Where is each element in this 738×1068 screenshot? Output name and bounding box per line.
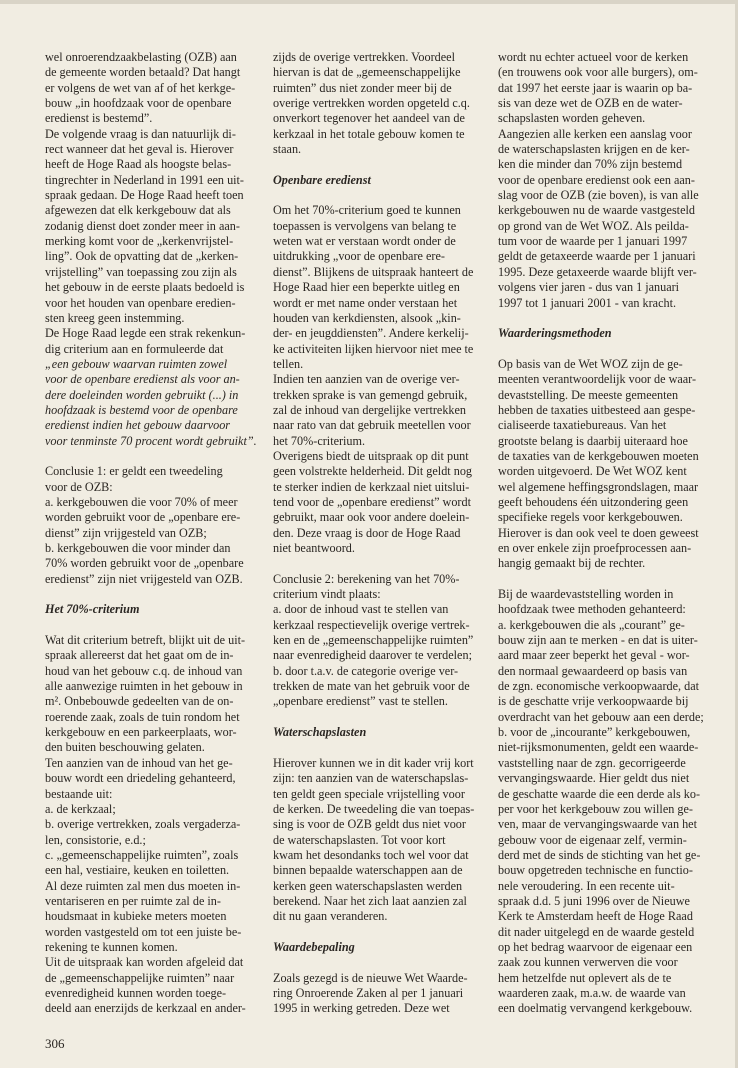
paragraph-gap	[498, 311, 718, 326]
text-line: ventariseren en per ruimte zal de in-	[45, 893, 221, 908]
text-column-1	[45, 50, 263, 1017]
text-line: wel algemene heffingsgrondslagen, maar	[498, 479, 699, 494]
text-line: bestaande uit:	[45, 786, 113, 801]
text-line: de gemeente worden betaald? Dat hangt	[45, 65, 241, 80]
text-line: spraak allereerst dat het gaat om de in-	[45, 648, 234, 663]
paragraph-gap	[273, 157, 491, 172]
text-line: m². Onbebouwde gedeelten van de on-	[45, 694, 234, 709]
text-line: de taxaties van de kerkgebouwen moeten	[498, 448, 699, 463]
text-line: dere doeleinden worden gebruikt (...) in	[45, 387, 239, 402]
text-line: ruimten” dus niet zonder meer bij de	[273, 80, 452, 95]
text-line: hem hetzelfde nut oplevert als de te	[498, 970, 672, 985]
text-line: meenten verantwoordelijk voor de waar-	[498, 372, 697, 387]
text-line: Hoge Raad hier een beperkte uitleg en	[273, 280, 460, 295]
text-line: a. kerkgebouwen die als „courant” ge-	[498, 617, 685, 632]
text-line: trekken de mate van het gebruik voor de	[273, 679, 470, 694]
text-line: wordt nu echter actueel voor de kerken	[498, 50, 689, 64]
text-line: afgewezen dat elk kerkgebouw dat als	[45, 203, 231, 218]
text-line: ring Onroerende Zaken al per 1 januari	[273, 985, 464, 1000]
text-line: dit nu gaan veranderen.	[273, 909, 388, 924]
text-line: ken die minder dan 70% zijn bestemd	[498, 157, 683, 172]
text-line: vervangingswaarde. Hier geldt dus niet	[498, 771, 690, 786]
text-line: dat 1997 het eerste jaar is waarin op ba-	[498, 80, 693, 95]
text-line: houden van kerkdiensten, alsook „kin-	[273, 310, 461, 325]
text-line: criterium vindt plaats:	[273, 587, 381, 602]
text-line: staan.	[273, 142, 302, 157]
text-line: Om het 70%-criterium goed te kunnen	[273, 203, 461, 218]
text-line: 1995 in werking getreden. Deze wet	[273, 1001, 450, 1016]
text-line: de waterschapslasten krijgen en de ker-	[498, 142, 690, 157]
text-line: a. kerkgebouwen die voor 70% of meer	[45, 494, 238, 509]
text-line: een hal, vestiaire, keuken en toiletten.	[45, 863, 230, 878]
text-line: evenredigheid kunnen worden toege-	[45, 985, 227, 1000]
text-line: naar evenredigheid daarover te verdelen;	[273, 648, 472, 663]
text-line: hoofdzaak is bestemd voor de openbare	[45, 402, 238, 417]
text-line: voor de OZB:	[45, 479, 113, 494]
paragraph-gap	[498, 342, 718, 357]
text-line: onverkort tegenover het aandeel van de	[273, 111, 465, 126]
text-line: zijds de overige vertrekken. Voordeel	[273, 50, 455, 64]
text-line: het 70%-criterium.	[273, 433, 366, 448]
text-line: hoofdzaak twee methoden gehanteerd:	[498, 602, 686, 617]
text-line: slag voor de OZB (zie boven), is van alle	[498, 188, 699, 203]
text-line: niet-rijksmonumenten, geldt een waarde-	[498, 740, 699, 755]
section-heading: Het 70%-criterium	[45, 602, 140, 617]
text-line: een doelmatig vervangend kerkgebouw.	[498, 1001, 693, 1016]
text-line: (en trouwens ook voor alle burgers), om-	[498, 65, 698, 80]
text-line: specifieke regels voor kerkgebouwen.	[498, 510, 683, 525]
section-heading: Openbare eredienst	[273, 172, 371, 187]
section-heading: Waardebepaling	[273, 939, 355, 954]
text-line: sing is voor de OZB geldt dus niet voor	[273, 817, 466, 832]
text-line: 70% worden gebruikt voor de „openbare	[45, 556, 244, 571]
text-line: Hierover kunnen we in dit kader vrij kort	[273, 755, 474, 770]
text-line: geen volstrekte helderheid. Dit geldt nog	[273, 464, 473, 479]
paragraph-gap	[273, 740, 491, 755]
text-line: worden vastgesteld om tot een juiste be-	[45, 924, 242, 939]
text-line: en over enkele zijn proefprocessen aan-	[498, 541, 692, 555]
text-line: merking komt voor de „kerkenvrijstel-	[45, 234, 234, 249]
text-line: de zgn. economische verkoopwaarde, dat	[498, 679, 700, 694]
text-line: Conclusie 2: berekening van het 70%-	[273, 571, 460, 586]
text-line: rekening te kunnen komen.	[45, 939, 178, 954]
paragraph-gap	[498, 572, 718, 587]
paragraph-gap	[273, 955, 491, 970]
text-line: devaststelling. De meeste gemeenten	[498, 387, 679, 402]
page-edge-top	[0, 0, 738, 4]
text-line: der- en jeugddiensten”. Andere kerkelij-	[273, 326, 469, 341]
text-line: kerkzaal in het totale gebouw komen te	[273, 126, 465, 141]
text-line: voor het houden van openbare eredien-	[45, 295, 236, 310]
text-line: ke activiteiten lijken hiervoor niet mee te	[273, 341, 474, 356]
text-line: gebruikt, maar ook voor andere doelein-	[273, 510, 470, 525]
text-line: kerkzaal respectievelijk overige vertrek-	[273, 617, 470, 632]
text-line: overdracht van het gebouw aan een derde;	[498, 709, 704, 724]
text-line: kerkgebouwen nu de waarde vastgesteld	[498, 203, 695, 218]
section-heading: Waterschapslasten	[273, 725, 367, 740]
paragraph-gap	[273, 556, 491, 571]
text-line: naar rato van dat gebruik meetellen voor	[273, 418, 471, 433]
text-line: Kerk te Amsterdam heeft de Hoge Raad	[498, 909, 693, 924]
text-line: Bij de waardevaststelling worden in	[498, 587, 674, 602]
text-line: dit nader uitgelegd en de waarde gesteld	[498, 924, 695, 939]
text-line: kerken geen waterschapslasten werden	[273, 878, 463, 893]
text-line: tellen.	[273, 356, 304, 371]
text-line: waarderen zaak, m.a.w. de waarde van	[498, 985, 686, 1000]
text-line: bouw zijn aan te merken - en dat is uiter-	[498, 633, 698, 648]
text-line: eredienst” zijn niet vrijgesteld van OZB.	[45, 571, 243, 586]
paragraph-gap	[273, 188, 491, 203]
paragraph-gap	[45, 618, 263, 633]
text-line: den buiten beschouwing gelaten.	[45, 740, 205, 755]
text-line: tend voor de „openbare eredienst” wordt	[273, 494, 471, 509]
text-line: de kerken. De tweedeling die van toepas-	[273, 801, 475, 816]
text-line: 1995. Deze getaxeerde waarde blijft ver-	[498, 264, 697, 279]
text-line: uitdrukking „voor de openbare ere-	[273, 249, 445, 264]
text-line: sis van deze wet de OZB en de water-	[498, 96, 683, 111]
text-line: is de geschatte vrije verkoopwaarde bij	[498, 694, 689, 709]
text-line: De Hoge Raad legde een strak rekenkun-	[45, 326, 246, 341]
text-line: alle aanwezige ruimten in het gebouw in	[45, 679, 243, 694]
text-line: bouw wordt een driedeling gehanteerd,	[45, 771, 236, 786]
text-line: den normaal gewaardeerd op basis van	[498, 663, 688, 678]
text-line: het gebouw in de eerste plaats bedoeld is	[45, 280, 245, 295]
section-heading: Waarderingsmethoden	[498, 326, 612, 341]
text-line: hangig gemaakt bij de rechter.	[498, 556, 646, 571]
text-line: spraak d.d. 5 juni 1996 over de Nieuwe	[498, 893, 690, 908]
text-line: vrijstelling” van toepassing zou zijn als	[45, 264, 237, 279]
text-line: binnen bepaalde waterschappen aan de	[273, 863, 463, 878]
text-line: cialiseerde taxatiebureaus. Van het	[498, 418, 667, 433]
text-line: wordt er met name onder verstaan het	[273, 295, 458, 310]
text-line: b. kerkgebouwen die voor minder dan	[45, 541, 231, 555]
text-line: te sterker indien de kerkzaal niet uitslui-	[273, 479, 470, 494]
text-line: Aangezien alle kerken een aanslag voor	[498, 126, 692, 141]
text-line: tum voor de waarde per 1 januari 1997	[498, 234, 688, 249]
text-line: Zoals gezegd is de nieuwe Wet Waarde-	[273, 970, 468, 985]
text-line: b. overige vertrekken, zoals vergaderza-	[45, 817, 241, 832]
text-line: kwam het desondanks toch wel voor dat	[273, 847, 469, 862]
text-line: hiervan is dat de „gemeenschappelijke	[273, 65, 461, 80]
text-line: eredienst indien het gebouw daarvoor	[45, 418, 231, 433]
text-line: nele veroudering. In een recente uit-	[498, 878, 675, 893]
text-line: derd met de sinds de stichting van het ge-	[498, 847, 701, 862]
text-line: heeft de Hoge Raad als hoogste belas-	[45, 157, 232, 172]
text-line: len, consistorie, e.d.;	[45, 832, 146, 847]
text-line: grootste belang is daarbij uiteraard hoe	[498, 433, 688, 448]
text-line: bouw „in hoofdzaak voor de openbare	[45, 96, 232, 111]
text-line: deeld aan enerzijds de kerkzaal en ander-	[45, 1001, 246, 1016]
text-line: worden uitgevoerd. De Wet WOZ kent	[498, 464, 687, 479]
text-line: „openbare eredienst” vast te stellen.	[273, 694, 448, 709]
text-line: dienst” zijn vrijgesteld van OZB;	[45, 525, 207, 540]
paragraph-gap	[45, 449, 263, 464]
text-line: ten geldt geen speciale vrijstelling voor	[273, 786, 465, 801]
text-line: de geschatte waarde die een derde als ko-	[498, 786, 701, 801]
text-line: „een gebouw waarvan ruimten zowel	[45, 356, 228, 371]
text-line: eredienst is bestemd”.	[45, 111, 153, 126]
text-line: er volgens de wet van af of het kerkge-	[45, 80, 236, 95]
text-line: tingrechter in Nederland in 1991 een uit-	[45, 172, 244, 187]
text-line: den. Deze vraag is door de Hoge Raad	[273, 525, 461, 540]
text-column-2	[273, 50, 491, 1017]
text-line: a. door de inhoud vast te stellen van	[273, 602, 449, 617]
text-line: dig criterium aan en formuleerde dat	[45, 341, 224, 356]
text-line: Indien ten aanzien van de overige ver-	[273, 372, 460, 387]
text-line: kerkgebouw en een parkeerplaats, wor-	[45, 725, 237, 740]
text-line: geldt de getaxeerde waarde per 1 januari	[498, 249, 696, 264]
text-line: ven, maar de vervangingswaarde van het	[498, 817, 697, 832]
text-line: overige vertrekken worden opgeteld c.q.	[273, 96, 470, 111]
text-line: voor de openbare eredienst als voor an-	[45, 372, 240, 387]
text-line: vaststelling naar de zgn. gecorrigeerde	[498, 755, 686, 770]
text-line: volgens vier jaren - dus van 1 januari	[498, 280, 680, 295]
text-line: voor de openbare eredienst ook een aan-	[498, 172, 695, 187]
text-line: per voor het kerkgebouw zou willen ge-	[498, 801, 693, 816]
text-column-3	[498, 50, 718, 1017]
text-line: 1997 tot 1 januari 2001 - van kracht.	[498, 295, 677, 310]
text-line: Op basis van de Wet WOZ zijn de ge-	[498, 356, 683, 371]
text-line: geeft behoudens één uitzondering geen	[498, 494, 689, 509]
text-line: a. de kerkzaal;	[45, 801, 116, 816]
text-line: zaak zou kunnen verwerven die voor	[498, 955, 678, 970]
text-line: hebben de taxaties uitbesteed aan gespe-	[498, 402, 696, 417]
text-line: Conclusie 1: er geldt een tweedeling	[45, 464, 223, 479]
text-line: worden gebruikt voor de „openbare ere-	[45, 510, 241, 525]
text-line: Wat dit criterium betreft, blijkt uit de uit-	[45, 633, 246, 648]
paragraph-gap	[45, 587, 263, 602]
text-line: rect wanneer dat het geval is. Hierover	[45, 142, 234, 157]
text-line: spraak gedaan. De Hoge Raad heeft toen	[45, 188, 244, 203]
text-line: Uit de uitspraak kan worden afgeleid dat	[45, 955, 244, 970]
text-line: dienst”. Blijkens de uitspraak hanteert de	[273, 264, 474, 279]
text-line: op het bedrag waarvoor de eigenaar een	[498, 939, 693, 954]
text-line: gebouw voor de eigenaar zelf, vermin-	[498, 832, 687, 847]
text-line: c. „gemeenschappelijke ruimten”, zoals	[45, 847, 239, 862]
text-line: toepassen is vervolgens van belang te	[273, 218, 457, 233]
text-line: zijn: ten aanzien van de waterschapslas-	[273, 771, 469, 786]
text-line: voor tenminste 70 procent wordt gebruikt”.	[45, 433, 257, 448]
text-line: berekend. Naar het zich laat aanzien zal	[273, 893, 467, 908]
page-number: 306	[45, 1036, 65, 1051]
text-line: Al deze ruimten zal men dus moeten in-	[45, 878, 241, 893]
text-line: sten kreeg geen instemming.	[45, 310, 185, 325]
text-line: aard maar zeer beperkt het geval - wor-	[498, 648, 690, 663]
text-line: weten wat er verstaan wordt onder de	[273, 234, 456, 249]
paragraph-gap	[273, 925, 491, 940]
text-line: niet beantwoord.	[273, 541, 355, 555]
text-line: wel onroerendzaakbelasting (OZB) aan	[45, 50, 237, 64]
text-line: zal de inhoud van dergelijke vertrekken	[273, 402, 467, 417]
text-line: De volgende vraag is dan natuurlijk di-	[45, 126, 236, 141]
text-line: ling”. Ook de opvatting dat de „kerken-	[45, 249, 239, 264]
text-line: b. voor de „incourante” kerkgebouwen,	[498, 725, 691, 740]
text-line: roerende zaak, zoals de tuin rondom het	[45, 709, 240, 724]
text-line: zodanig dienst doet zonder meer in aan-	[45, 218, 240, 233]
text-line: ken en de „gemeenschappelijke ruimten”	[273, 633, 474, 648]
text-line: b. door t.a.v. de categorie overige ver-	[273, 663, 459, 678]
text-line: schapslasten worden geheven.	[498, 111, 646, 126]
text-line: bouw opgetreden technische en functio-	[498, 863, 693, 878]
text-line: Overigens biedt de uitspraak op dit punt	[273, 448, 469, 463]
text-line: de waterschapslasten. Tot voor kort	[273, 832, 446, 847]
text-line: Hierover is dan ook veel te doen geweest	[498, 525, 699, 540]
text-line: de „gemeenschappelijke ruimten” naar	[45, 970, 235, 985]
paragraph-gap	[273, 710, 491, 725]
text-line: op grond van de Wet WOZ. Als peilda-	[498, 218, 689, 233]
text-line: Ten aanzien van de inhoud van het ge-	[45, 755, 233, 770]
text-line: trekken sprake is van gemengd gebruik,	[273, 387, 468, 402]
text-line: houd van het gebouw c.q. de inhoud van	[45, 663, 243, 678]
text-line: houdsmaat in kubieke meters moeten	[45, 909, 227, 924]
